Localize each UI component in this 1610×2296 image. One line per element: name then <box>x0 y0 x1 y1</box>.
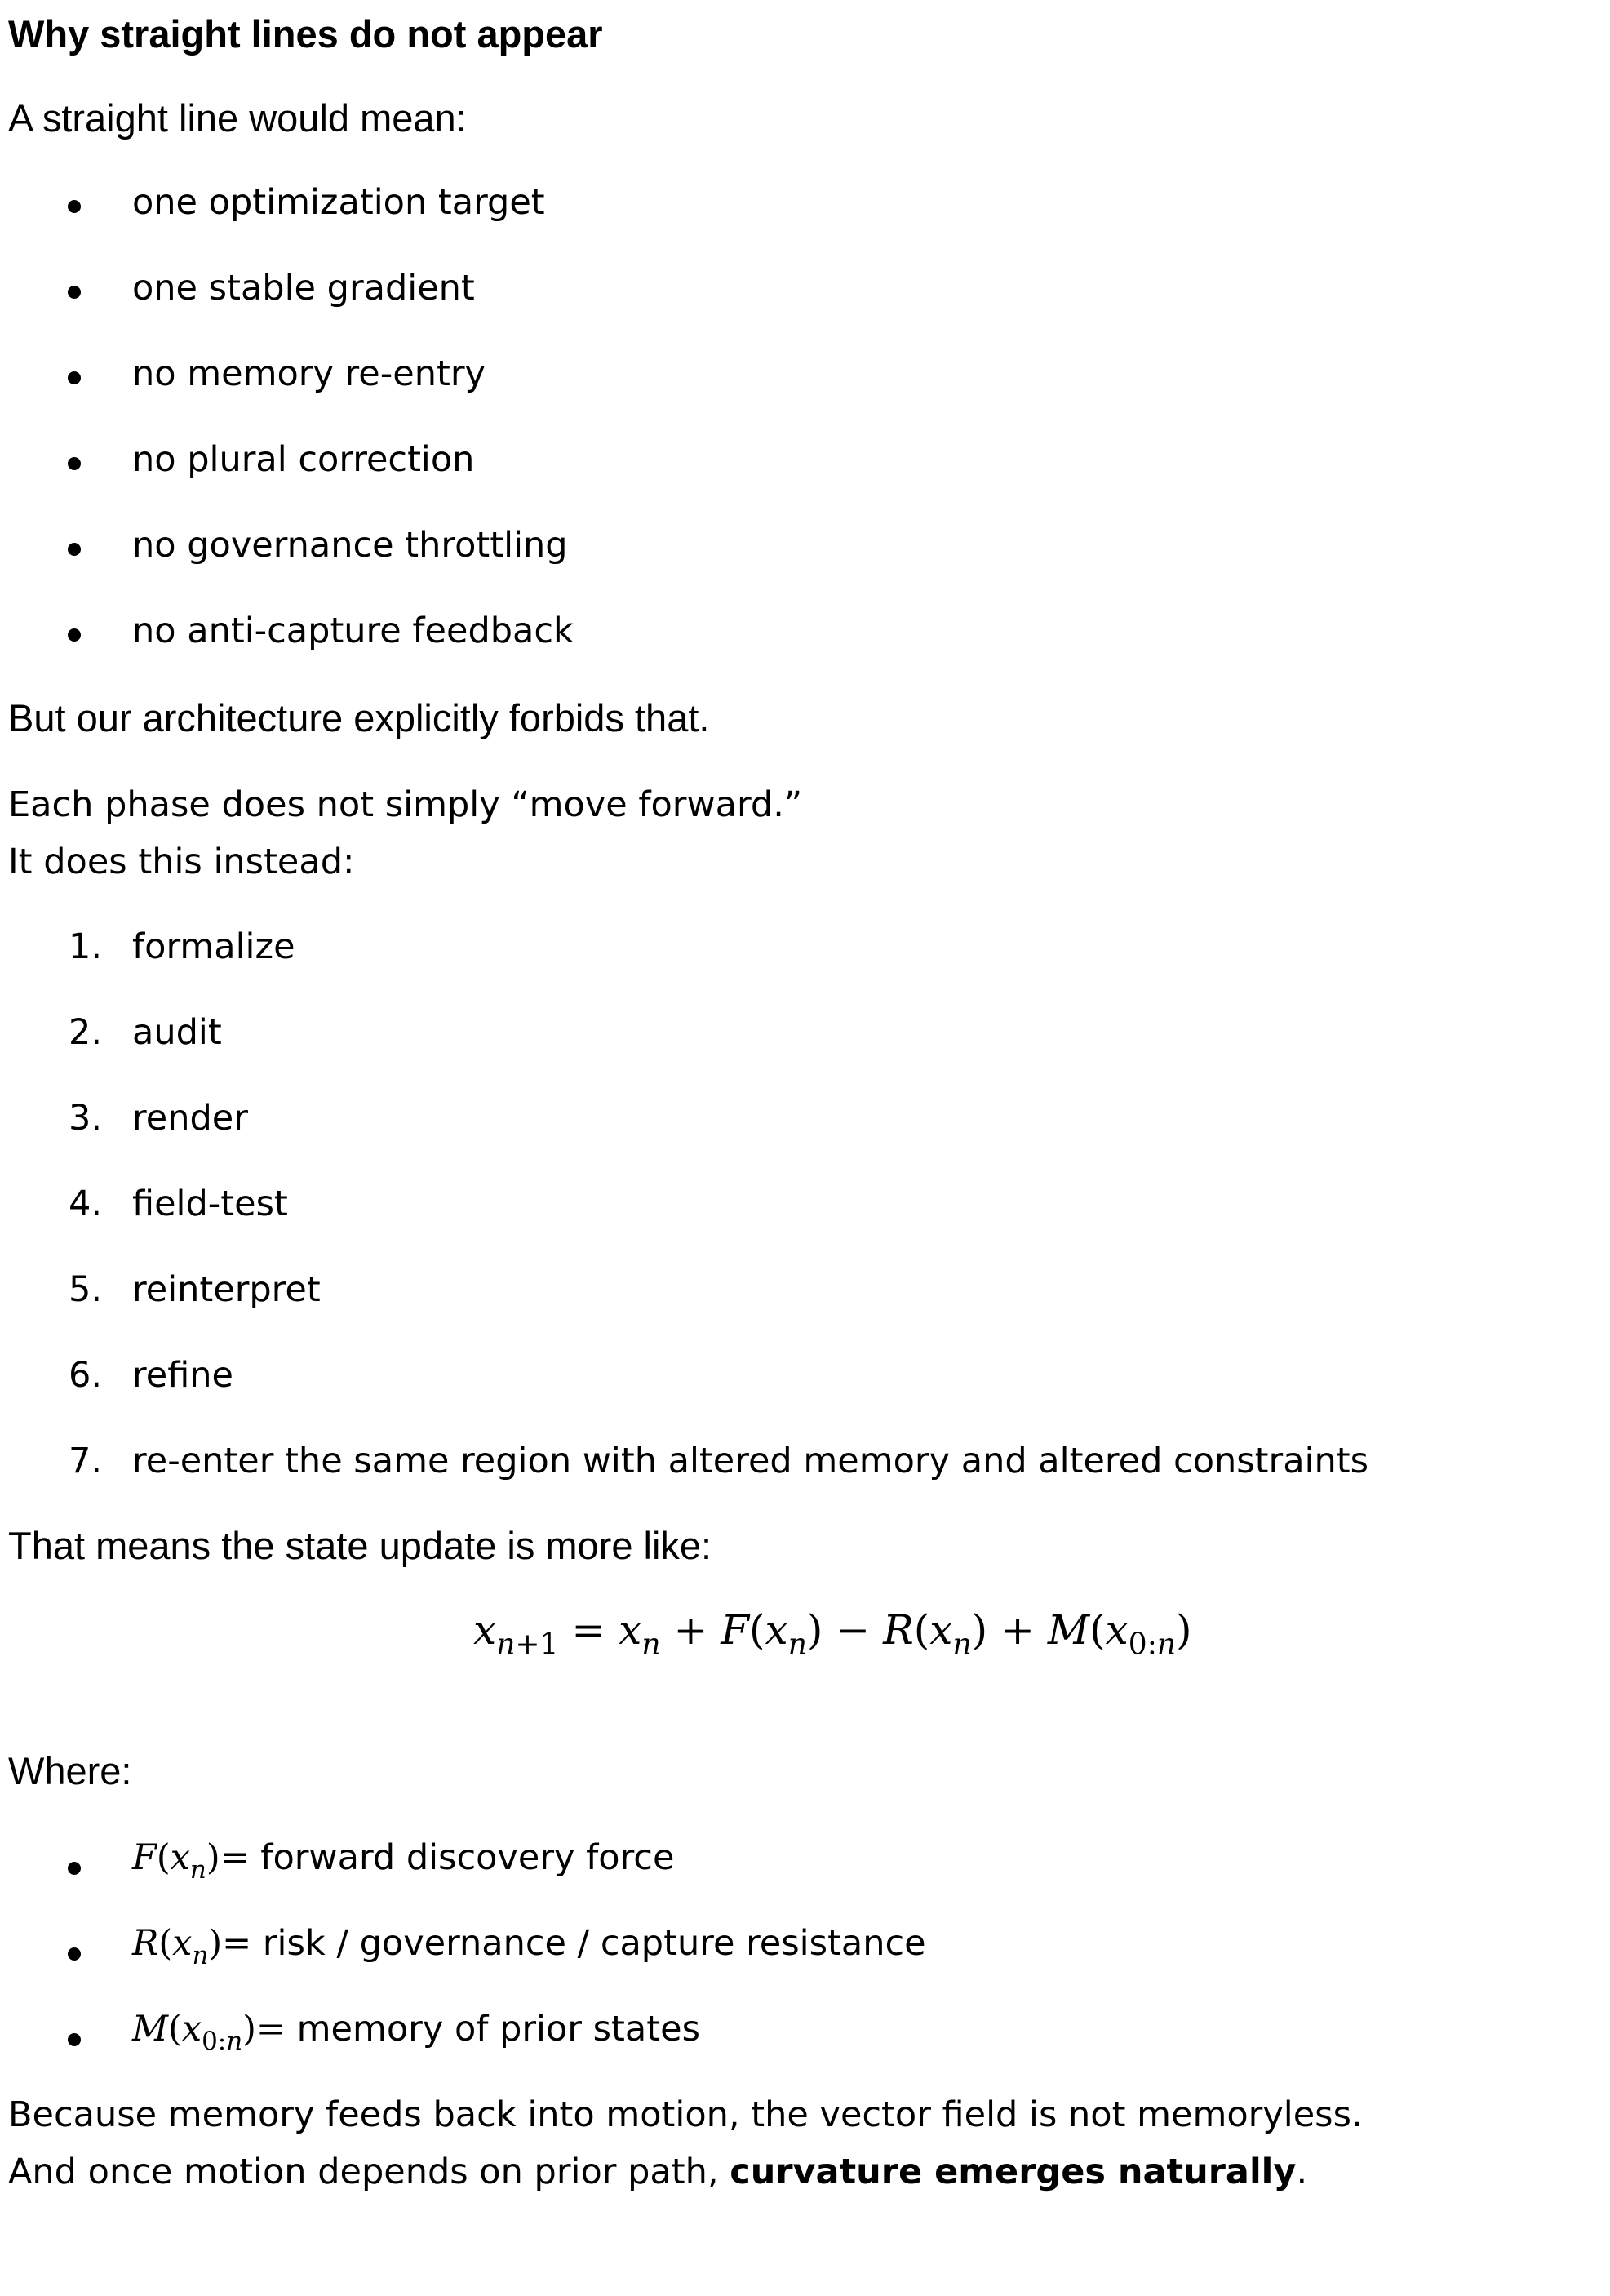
step-number: 6. <box>69 1355 103 1396</box>
list-item: no anti-capture feedback <box>132 611 574 651</box>
intro-text: A straight line would mean: <box>8 96 467 140</box>
conclusion-prefix: And once motion depends on prior path, <box>8 2152 730 2192</box>
symbol-m: $M(x_{0:n})$ <box>132 2009 256 2056</box>
step-number: 1. <box>69 926 103 967</box>
step-number: 4. <box>69 1184 103 1224</box>
definition-item <box>132 1923 926 1970</box>
state-update-intro: That means the state update is more like: <box>8 1524 712 1567</box>
list-item: one stable gradient <box>132 268 475 309</box>
definition-desc: = risk / governance / capture resistance <box>222 1923 926 1964</box>
bullet-icon <box>68 2033 81 2046</box>
bullet-icon <box>68 371 81 384</box>
phase-line-1: Each phase does not simply “move forward.” <box>8 784 803 825</box>
step-number: 2. <box>69 1012 103 1053</box>
step-number: 3. <box>69 1098 103 1139</box>
bullet-icon <box>68 1862 81 1875</box>
phase-line-2: It does this instead: <box>8 842 355 882</box>
conclusion-emphasis: curvature emerges naturally <box>730 2152 1297 2192</box>
step-text: audit <box>132 1012 222 1053</box>
step-text: render <box>132 1098 248 1139</box>
bullet-icon <box>68 543 81 556</box>
step-text: reinterpret <box>132 1269 321 1310</box>
bullet-icon <box>68 628 81 642</box>
conclusion-line-1: Because memory feeds back into motion, the vector field is not memoryless. <box>8 2094 1363 2135</box>
definition-item <box>132 1837 675 1885</box>
list-item: one optimization target <box>132 182 545 223</box>
definition-desc: = forward discovery force <box>220 1837 675 1878</box>
page-title: Why straight lines do not appear <box>8 12 603 56</box>
step-text: field-test <box>132 1184 288 1224</box>
definition-item <box>132 2009 700 2056</box>
symbol-f: $F(x_n)$ <box>132 1837 220 1885</box>
where-label: Where: <box>8 1749 132 1792</box>
bullet-icon <box>68 457 81 470</box>
forbids-text: But our architecture explicitly forbids that. <box>8 696 710 739</box>
step-text: re-enter the same region with altered memory and altered constraints <box>132 1441 1369 1481</box>
step-number: 7. <box>69 1441 103 1481</box>
definition-desc: = memory of prior states <box>255 2009 700 2050</box>
list-item: no plural correction <box>132 439 475 480</box>
step-text: refine <box>132 1355 233 1396</box>
symbol-r: $R(x_n)$ <box>132 1923 223 1970</box>
list-item: no memory re-entry <box>132 353 486 394</box>
conclusion-suffix: . <box>1296 2152 1308 2192</box>
step-text: formalize <box>132 926 295 967</box>
step-number: 5. <box>69 1269 103 1310</box>
bullet-icon <box>68 286 81 299</box>
bullet-icon <box>68 200 81 213</box>
list-item: no governance throttling <box>132 525 568 566</box>
conclusion-line-2 <box>8 2152 1307 2192</box>
bullet-icon <box>68 1947 81 1961</box>
state-update-equation: $x_{n+1} = x_n + F(x_n) - R(x_n) + M(x_{0:n})$ <box>473 1606 1192 1662</box>
